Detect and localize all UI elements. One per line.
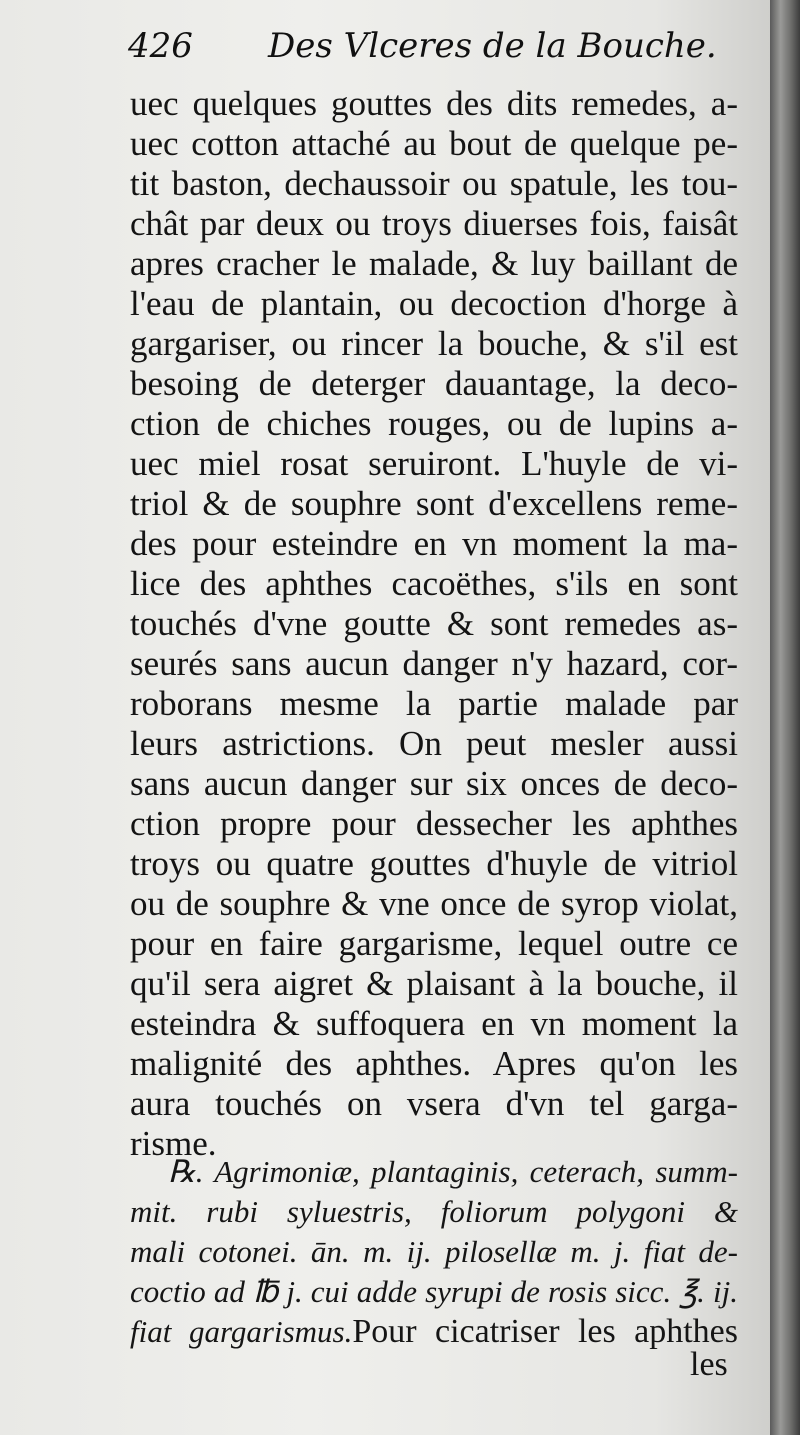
text-line: aura touchés on vsera d'vn tel garga- xyxy=(130,1084,738,1123)
recipe-line: mali cotonei. ān. m. ij. pilosellæ m. j. fiat de- xyxy=(130,1234,738,1269)
text-line: des pour esteindre en vn moment la ma- xyxy=(130,524,738,563)
recipe-line: ℞. Agrimoniæ, plantaginis, ceterach, summ- xyxy=(168,1154,738,1189)
text-line: malignité des aphthes. Apres qu'on les xyxy=(130,1044,738,1083)
text-line: uec miel rosat seruiront. L'huyle de vi- xyxy=(130,444,738,483)
recipe-french-continuation: Pour cicatriser les aphthes xyxy=(352,1313,738,1350)
text-line: risme. xyxy=(130,1124,217,1163)
text-line: seurés sans aucun danger n'y hazard, cor- xyxy=(130,644,738,683)
text-line: pour en faire gargarisme, lequel outre ce xyxy=(130,924,738,963)
main-paragraph xyxy=(130,84,738,1164)
recipe-line xyxy=(130,1312,738,1352)
text-line: troys ou quatre gouttes d'huyle de vitriol xyxy=(130,844,738,883)
text-line: roborans mesme la partie malade par xyxy=(130,684,738,723)
latin-recipe xyxy=(130,1152,738,1352)
text-line: triol & de souphre sont d'excellens reme- xyxy=(130,484,738,523)
text-line: tit baston, dechaussoir ou spatule, les tou- xyxy=(130,164,738,203)
text-line: uec quelques gouttes des dits remedes, a- xyxy=(130,84,738,123)
text-line: apres cracher le malade, & luy baillant de xyxy=(130,244,738,283)
text-line: qu'il sera aigret & plaisant à la bouche, il xyxy=(130,964,738,1003)
text-line: chât par deux ou troys diuerses fois, faisât xyxy=(130,204,738,243)
text-line: sans aucun danger sur six onces de deco- xyxy=(130,764,738,803)
page-number: 426 xyxy=(128,26,193,66)
text-line: esteindra & suffoquera en vn moment la xyxy=(130,1004,738,1043)
recipe-line: mit. rubi syluestris, foliorum polygoni & xyxy=(130,1194,738,1229)
text-line: ction propre pour dessecher les aphthes xyxy=(130,804,738,843)
text-line: leurs astrictions. On peut mesler aussi xyxy=(130,724,738,763)
recipe-latin-end: fiat gargarismus. xyxy=(130,1314,353,1349)
running-header xyxy=(128,26,738,78)
running-head-title: Des Vlceres de la Bouche. xyxy=(268,26,717,66)
text-line: l'eau de plantain, ou decoction d'horge à xyxy=(130,284,738,323)
text-line: besoing de deterger dauantage, la deco- xyxy=(130,364,738,403)
text-line: lice des aphthes cacoëthes, s'ils en sont xyxy=(130,564,738,603)
recipe-line: coctio ad ℔ j. cui adde syrupi de rosis sicc. ℥. ij. xyxy=(130,1274,738,1309)
text-line: touchés d'vne goutte & sont remedes as- xyxy=(130,604,738,643)
catchword: les xyxy=(690,1346,728,1383)
book-gutter xyxy=(770,0,800,1435)
text-line: ction de chiches rouges, ou de lupins a- xyxy=(130,404,738,443)
text-line: gargariser, ou rincer la bouche, & s'il est xyxy=(130,324,738,363)
text-line: ou de souphre & vne once de syrop violat, xyxy=(130,884,738,923)
text-line: uec cotton attaché au bout de quelque pe- xyxy=(130,124,738,163)
